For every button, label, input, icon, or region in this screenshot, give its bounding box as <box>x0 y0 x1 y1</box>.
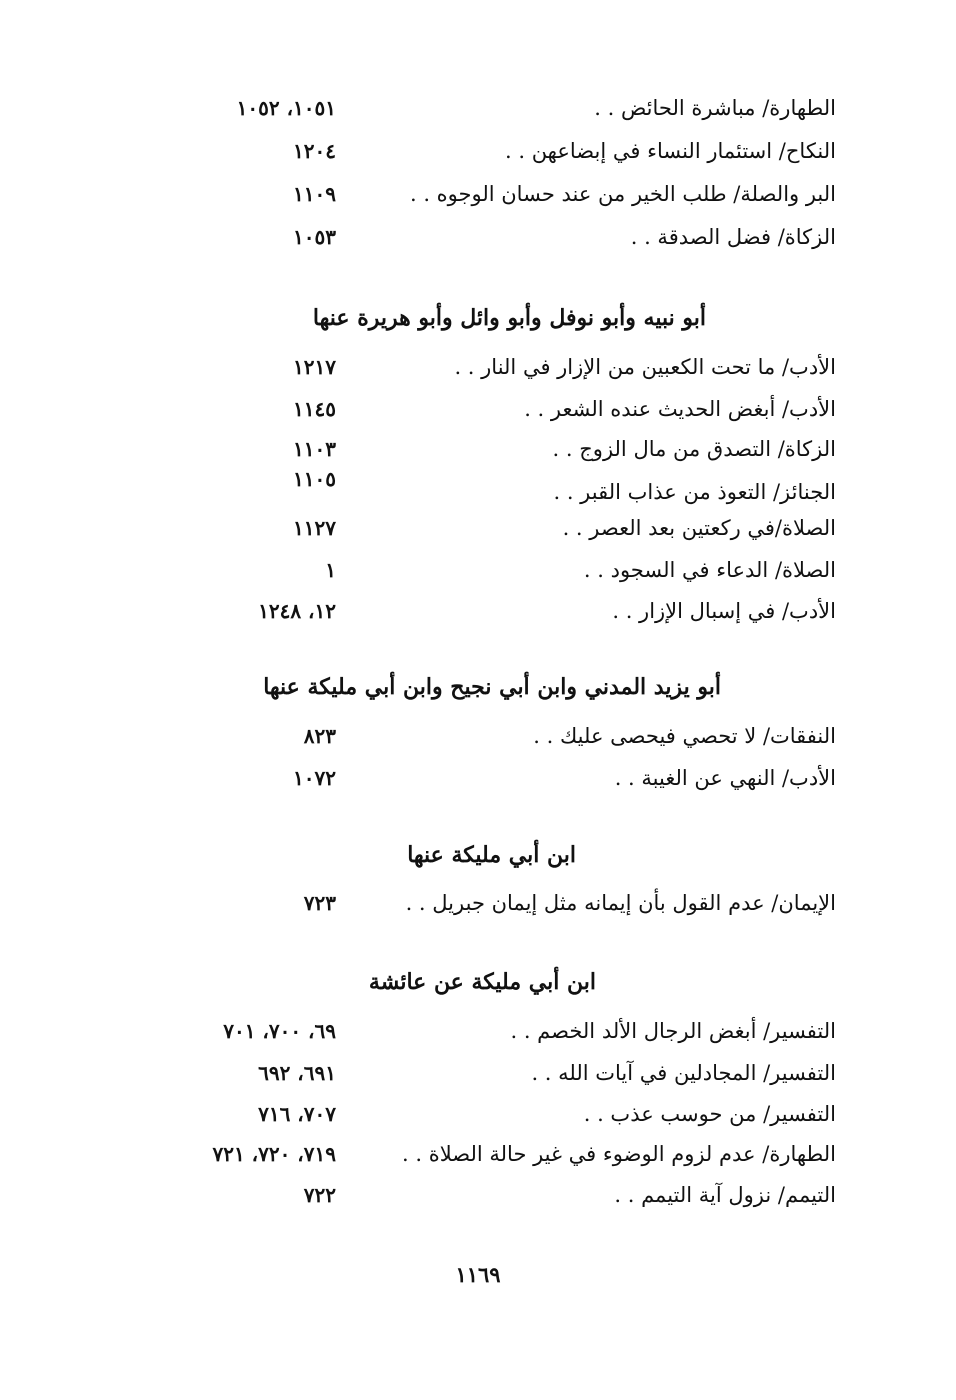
index-row <box>0 508 956 548</box>
page-refs: ١٢٠٤ <box>293 139 336 163</box>
index-entry: الزكاة/ فضل الصدقة . . <box>630 225 836 249</box>
index-row <box>0 591 956 631</box>
page-refs: ١ <box>325 558 336 582</box>
index-row <box>0 883 956 923</box>
page-refs: ١٢١٧ <box>293 355 336 379</box>
page-number: ١١٦٩ <box>455 1262 501 1287</box>
index-entry: الأدب/ ما تحت الكعبين من الإزار في النار . . <box>454 355 836 379</box>
index-row <box>0 1175 956 1215</box>
index-entry: الجنائز/ التعوذ من عذاب القبر . . <box>553 480 836 504</box>
index-row <box>0 1011 956 1051</box>
section-heading: ابن أبي مليكة عنها <box>407 842 576 868</box>
index-entry: الصلاة/ الدعاء في السجود . . <box>583 558 836 582</box>
index-row <box>0 716 956 756</box>
page-refs: ١١٤٥ <box>293 397 336 421</box>
section-heading-row <box>0 962 956 1002</box>
index-entry: الطهارة/ مباشرة الحائض . . <box>594 96 836 120</box>
page-refs: ٨٢٣ <box>303 724 336 748</box>
index-entry: الطهارة/ عدم لزوم الوضوء في غير حالة الصلاة . . <box>402 1142 836 1166</box>
index-entry: التفسير/ أبغض الرجال الألد الخصم . . <box>510 1019 836 1043</box>
index-row <box>0 1134 956 1174</box>
page-refs: ٧٢٢ <box>303 1183 336 1207</box>
index-entry: النفقات/ لا تحصي فيحصى عليك . . <box>533 724 836 748</box>
index-row <box>0 1094 956 1134</box>
index-entry: البر والصلة/ طلب الخير من عند حسان الوجوه . . <box>409 182 836 206</box>
index-row <box>0 174 956 214</box>
index-row <box>0 1053 956 1093</box>
section-heading-row <box>0 835 956 875</box>
section-heading: أبو يزيد المدني وابن أبي نجيح وابن أبي مليكة عنها <box>263 674 721 700</box>
index-row <box>0 550 956 590</box>
index-row <box>0 217 956 257</box>
page-refs: ٧٢٣ <box>303 891 336 915</box>
index-entry: الأدب/ النهي عن الغيبة . . <box>614 766 836 790</box>
page-refs: ١١٠٩ <box>293 182 336 206</box>
page-refs: ١١٠٣ <box>293 437 336 461</box>
page-refs: ١٠٥٣ <box>293 225 336 249</box>
index-entry: التيمم/ نزول آية التيمم . . <box>614 1183 836 1207</box>
index-row <box>0 389 956 429</box>
page-refs: ٦٩، ٧٠٠، ٧٠١ <box>223 1019 336 1043</box>
page-refs: ١١٠٥ <box>293 467 336 491</box>
page-refs: ٧٠٧، ٧١٦ <box>258 1102 336 1126</box>
index-row <box>0 88 956 128</box>
index-entry: النكاح/ استئمار النساء في إبضاعهن . . <box>505 139 836 163</box>
page-refs: ١١٢٧ <box>293 516 336 540</box>
index-row <box>0 131 956 171</box>
page-refs: ٧١٩، ٧٢٠، ٧٢١ <box>212 1142 336 1166</box>
index-entry: الصلاة/في ركعتين بعد العصر . . <box>562 516 836 540</box>
index-entry: الإيمان/ عدم القول بأن إيمانه مثل إيمان جبريل . . <box>405 891 836 915</box>
index-entry: الزكاة/ التصدق من مال الزوج . . <box>552 437 836 461</box>
section-heading-row <box>0 298 956 338</box>
index-row <box>0 758 956 798</box>
page-refs: ٦٩١، ٦٩٢ <box>258 1061 336 1085</box>
section-heading-row <box>0 667 956 707</box>
index-entry: التفسير/ من حوسب عذب . . <box>583 1102 836 1126</box>
index-entry: الأدب/ في إسبال الإزار . . <box>612 599 836 623</box>
page-refs: ١٢، ١٢٤٨ <box>258 599 336 623</box>
index-row <box>0 347 956 387</box>
section-heading: أبو نبيه وأبو نوفل وأبو وائل وأبو هريرة عنها <box>312 305 706 331</box>
index-entry: التفسير/ المجادلين في آيات الله . . <box>531 1061 836 1085</box>
index-entry: الأدب/ أبغض الحديث عنده الشعر . . <box>524 397 836 421</box>
page-refs: ١٠٧٢ <box>293 766 336 790</box>
index-row <box>0 468 956 508</box>
section-heading: ابن أبي مليكة عن عائشة <box>368 969 596 995</box>
page-refs: ١٠٥١، ١٠٥٢ <box>236 96 336 120</box>
